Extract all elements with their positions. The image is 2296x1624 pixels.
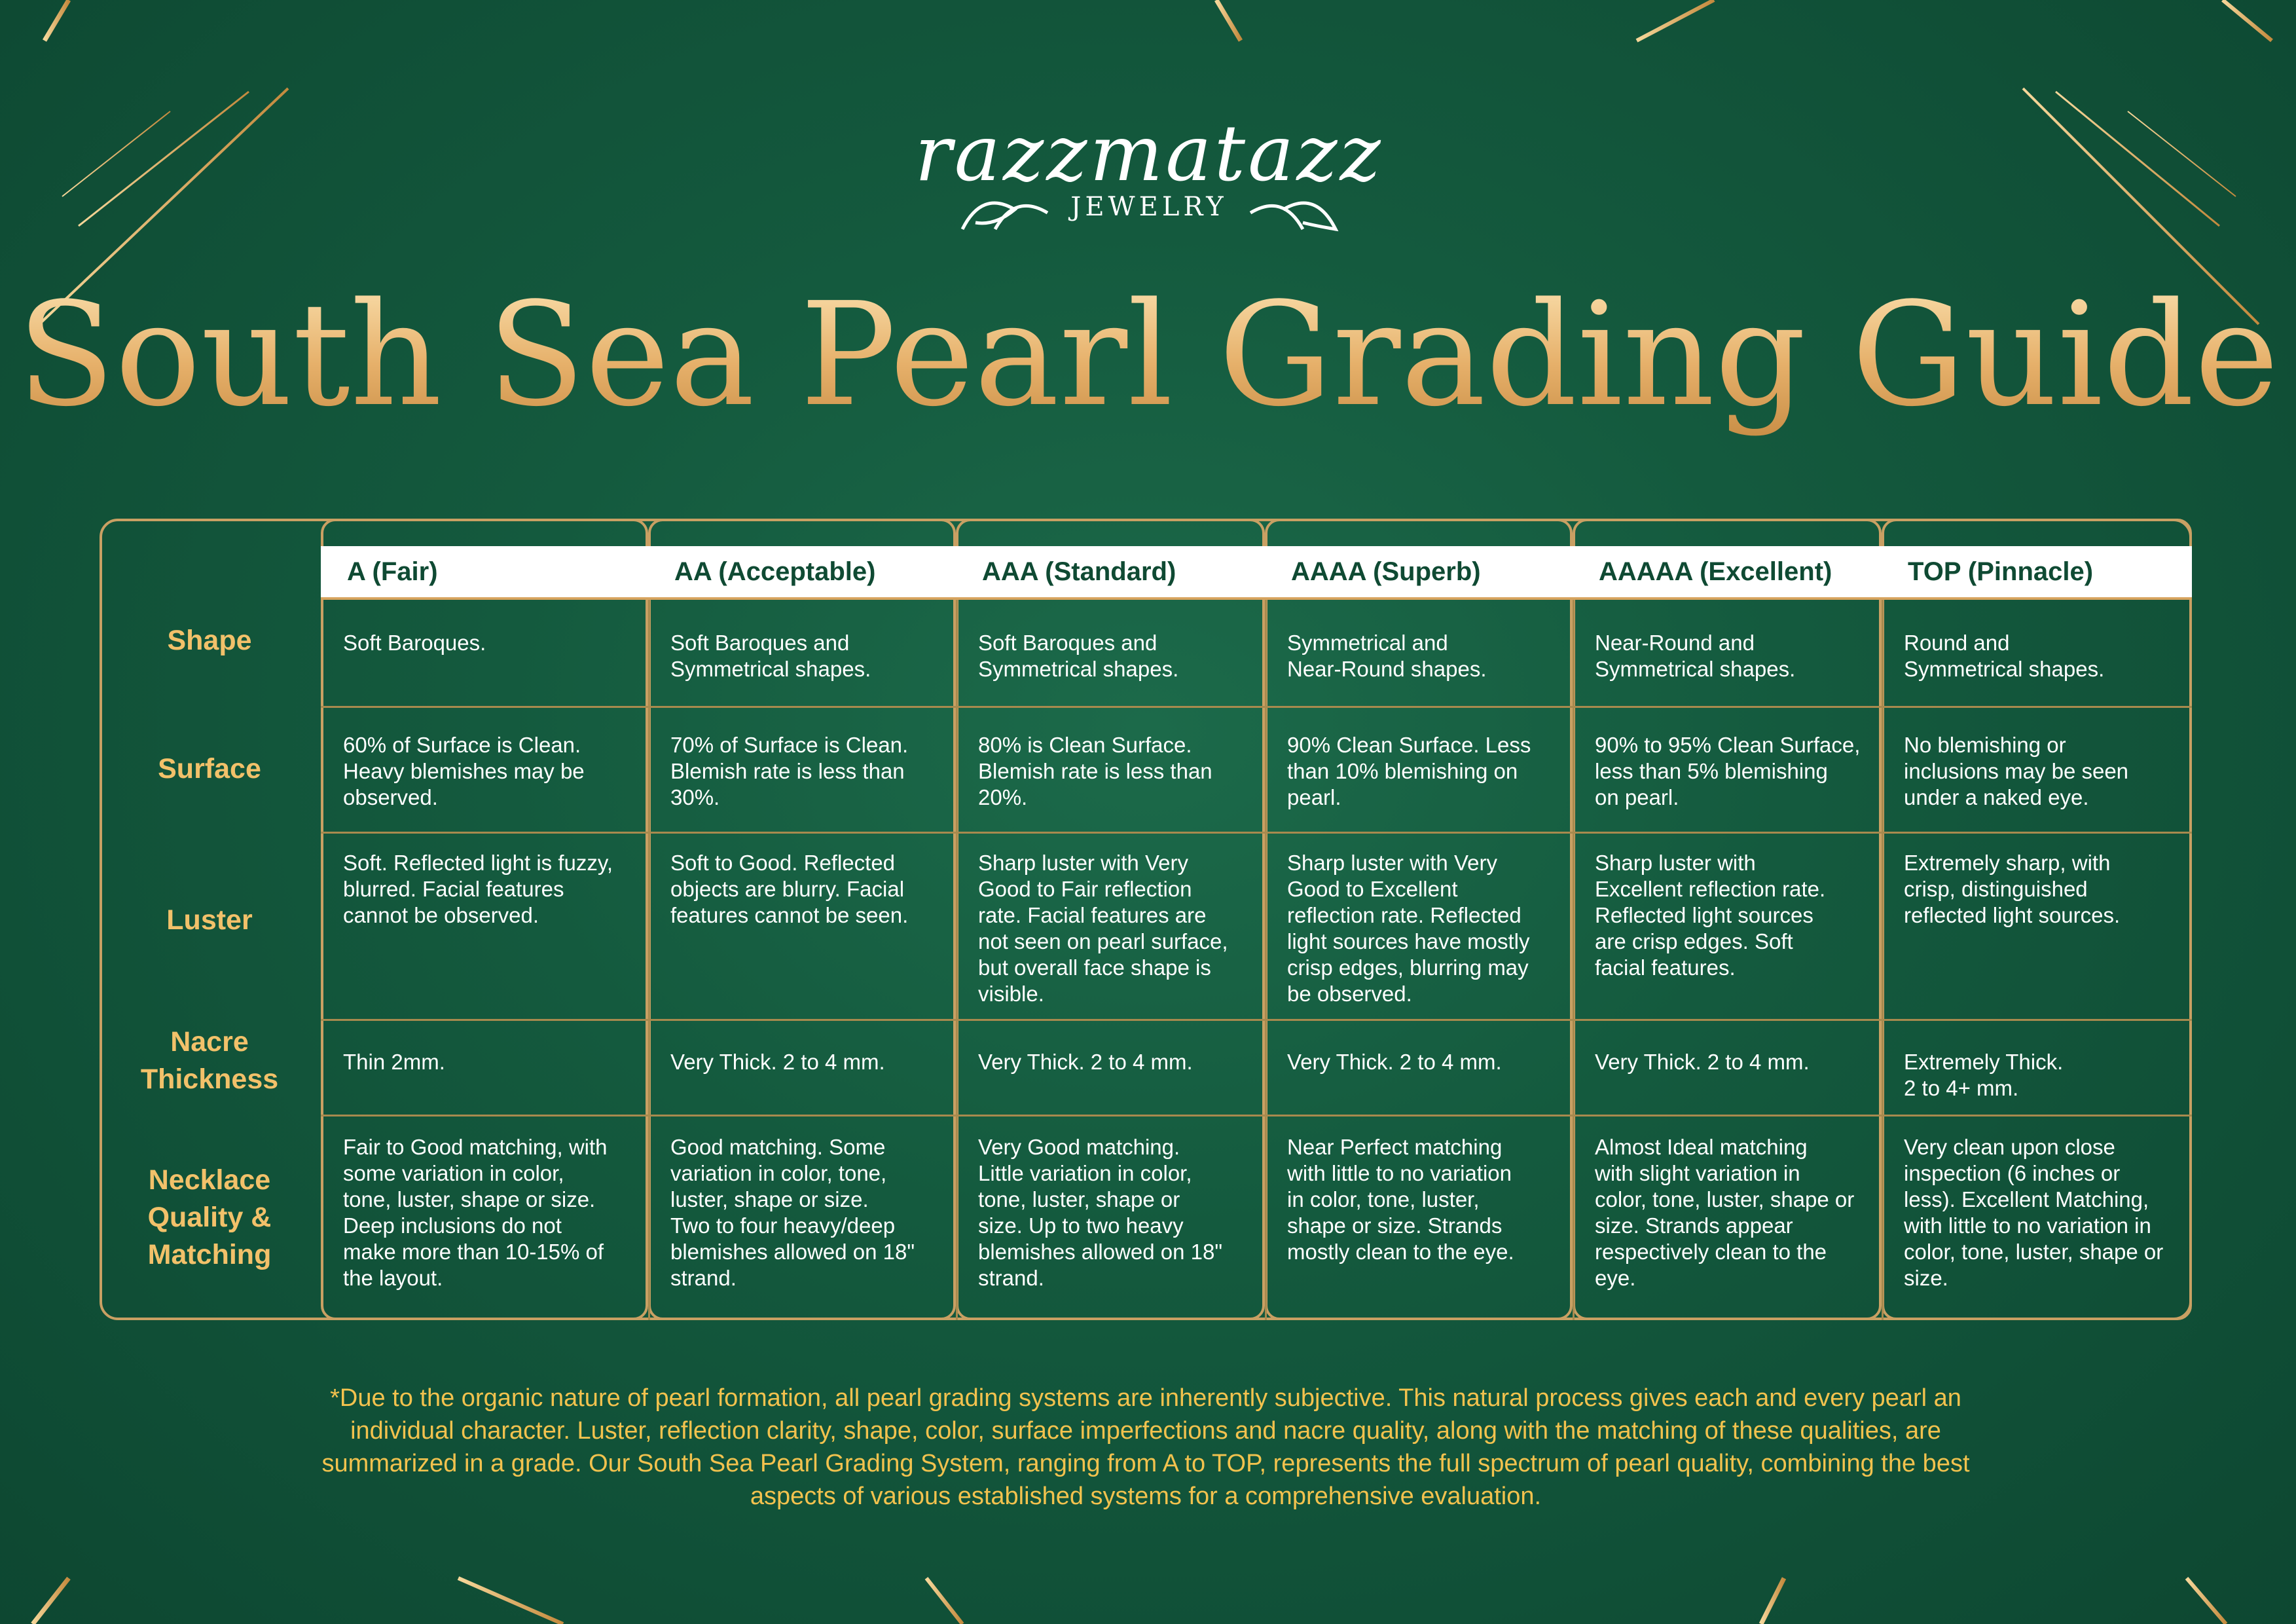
footnote: *Due to the organic nature of pearl formation, all pearl grading systems are inherently subjective. This natural process gives each and every pearl an individual character. Luster, reflection clarity, shape, color, surface imperfections and nacre quality, along with the matching of these qualities, are summarized in a grade. Our South Sea Pearl Grading System, ranging from A to TOP, represents the full spectrum of pearl quality, combining the best aspects of various established systems for a comprehensive evaluation.: [321, 1384, 1970, 1510]
table-cell: 80% is Clean Surface. Blemish rate is less than 20%.: [978, 733, 1212, 809]
grade-header-5: AAAAA (Excellent): [1573, 546, 1882, 600]
row-label-luster: Luster: [166, 904, 253, 936]
table-cell: Round and Symmetrical shapes.: [1904, 631, 2105, 681]
table-cell: Very Thick. 2 to 4 mm.: [1287, 1050, 1502, 1074]
table-cell: Fair to Good matching, with some variation in color, tone, luster, shape or size. Deep inclusions do not make more than 10-15% of the layout.: [343, 1135, 608, 1290]
table-cell: Near Perfect matching with little to no variation in color, tone, luster, shape or size. Strands mostly clean to the eye.: [1287, 1135, 1514, 1264]
row-divider: [321, 1019, 2192, 1021]
grade-header-6: TOP (Pinnacle): [1882, 546, 2192, 600]
table-cell: Extremely Thick. 2 to 4+ mm.: [1904, 1050, 2064, 1100]
logo-script-text: razzmatazz: [915, 108, 1383, 198]
table-cell: No blemishing or inclusions may be seen under a naked eye.: [1904, 733, 2129, 809]
grade-header-3: AAA (Standard): [956, 546, 1265, 600]
table-cell: Extremely sharp, with crisp, distinguished reflected light sources.: [1904, 851, 2121, 927]
table-cell: Thin 2mm.: [343, 1050, 445, 1074]
logo-subtitle: JEWELRY: [1070, 192, 1228, 222]
table-cell: Soft. Reflected light is fuzzy, blurred. Facial features cannot be observed.: [343, 851, 613, 927]
table-cell: Very Thick. 2 to 4 mm.: [1595, 1050, 1810, 1074]
table-cell: Sharp luster with Very Good to Excellent reflection rate. Reflected light sources have mostly crisp edges, blurring may be observed.: [1287, 851, 1530, 1006]
row-label-surface: Surface: [158, 752, 261, 784]
table-cell: Very Good matching. Little variation in color, tone, luster, shape or size. Up to two heavy blemishes allowed on 18" strand.: [978, 1135, 1223, 1290]
brand-logo: [910, 108, 1388, 232]
row-label-shape: Shape: [167, 624, 252, 656]
table-cell: 90% to 95% Clean Surface, less than 5% blemishing on pearl.: [1595, 733, 1861, 809]
table-cell: Sharp luster with Very Good to Fair reflection rate. Facial features are not seen on pearl surface, but overall face shape is visible.: [978, 851, 1228, 1006]
table-cell: 90% Clean Surface. Less than 10% blemishing on pearl.: [1287, 733, 1531, 809]
table-cell: Soft Baroques.: [343, 631, 486, 655]
table-cell: Good matching. Some variation in color, tone, luster, shape or size. Two to four heavy/deep blemishes allowed on 18" strand.: [670, 1135, 915, 1290]
page-title: South Sea Pearl Grading Guide: [0, 274, 2296, 438]
row-label-nacre-thickness: Nacre Thickness: [140, 1026, 279, 1095]
table-cell: Near-Round and Symmetrical shapes.: [1595, 631, 1796, 681]
table-cell: Symmetrical and Near-Round shapes.: [1287, 631, 1487, 681]
row-label-necklace-quality-matching: Necklace Quality & Matching: [147, 1164, 272, 1270]
table-cell: Soft to Good. Reflected objects are blurry. Facial features cannot be seen.: [670, 851, 909, 927]
table-cell: 70% of Surface is Clean. Blemish rate is less than 30%.: [670, 733, 909, 809]
table-cell: Sharp luster with Excellent reflection rate. Reflected light sources are crisp edges. Soft facial features.: [1595, 851, 1826, 980]
row-divider: [321, 832, 2192, 834]
grade-header-1: A (Fair): [321, 546, 648, 600]
table-cell: Very clean upon close inspection (6 inches or less). Excellent Matching, with little to no variation in color, tone, luster, shape or size.: [1904, 1135, 2164, 1290]
grade-header-4: AAAA (Superb): [1265, 546, 1573, 600]
table-cell: Very Thick. 2 to 4 mm.: [978, 1050, 1193, 1074]
table-cell: Soft Baroques and Symmetrical shapes.: [670, 631, 871, 681]
table-cell: 60% of Surface is Clean. Heavy blemishes may be observed.: [343, 733, 585, 809]
table-cell: Almost Ideal matching with slight variation in color, tone, luster, shape or size. Strands appear respectively clean to the eye.: [1595, 1135, 1855, 1290]
grade-header-2: AA (Acceptable): [648, 546, 956, 600]
row-divider: [321, 706, 2192, 708]
table-cell: Very Thick. 2 to 4 mm.: [670, 1050, 885, 1074]
row-divider: [321, 1115, 2192, 1116]
table-cell: Soft Baroques and Symmetrical shapes.: [978, 631, 1179, 681]
